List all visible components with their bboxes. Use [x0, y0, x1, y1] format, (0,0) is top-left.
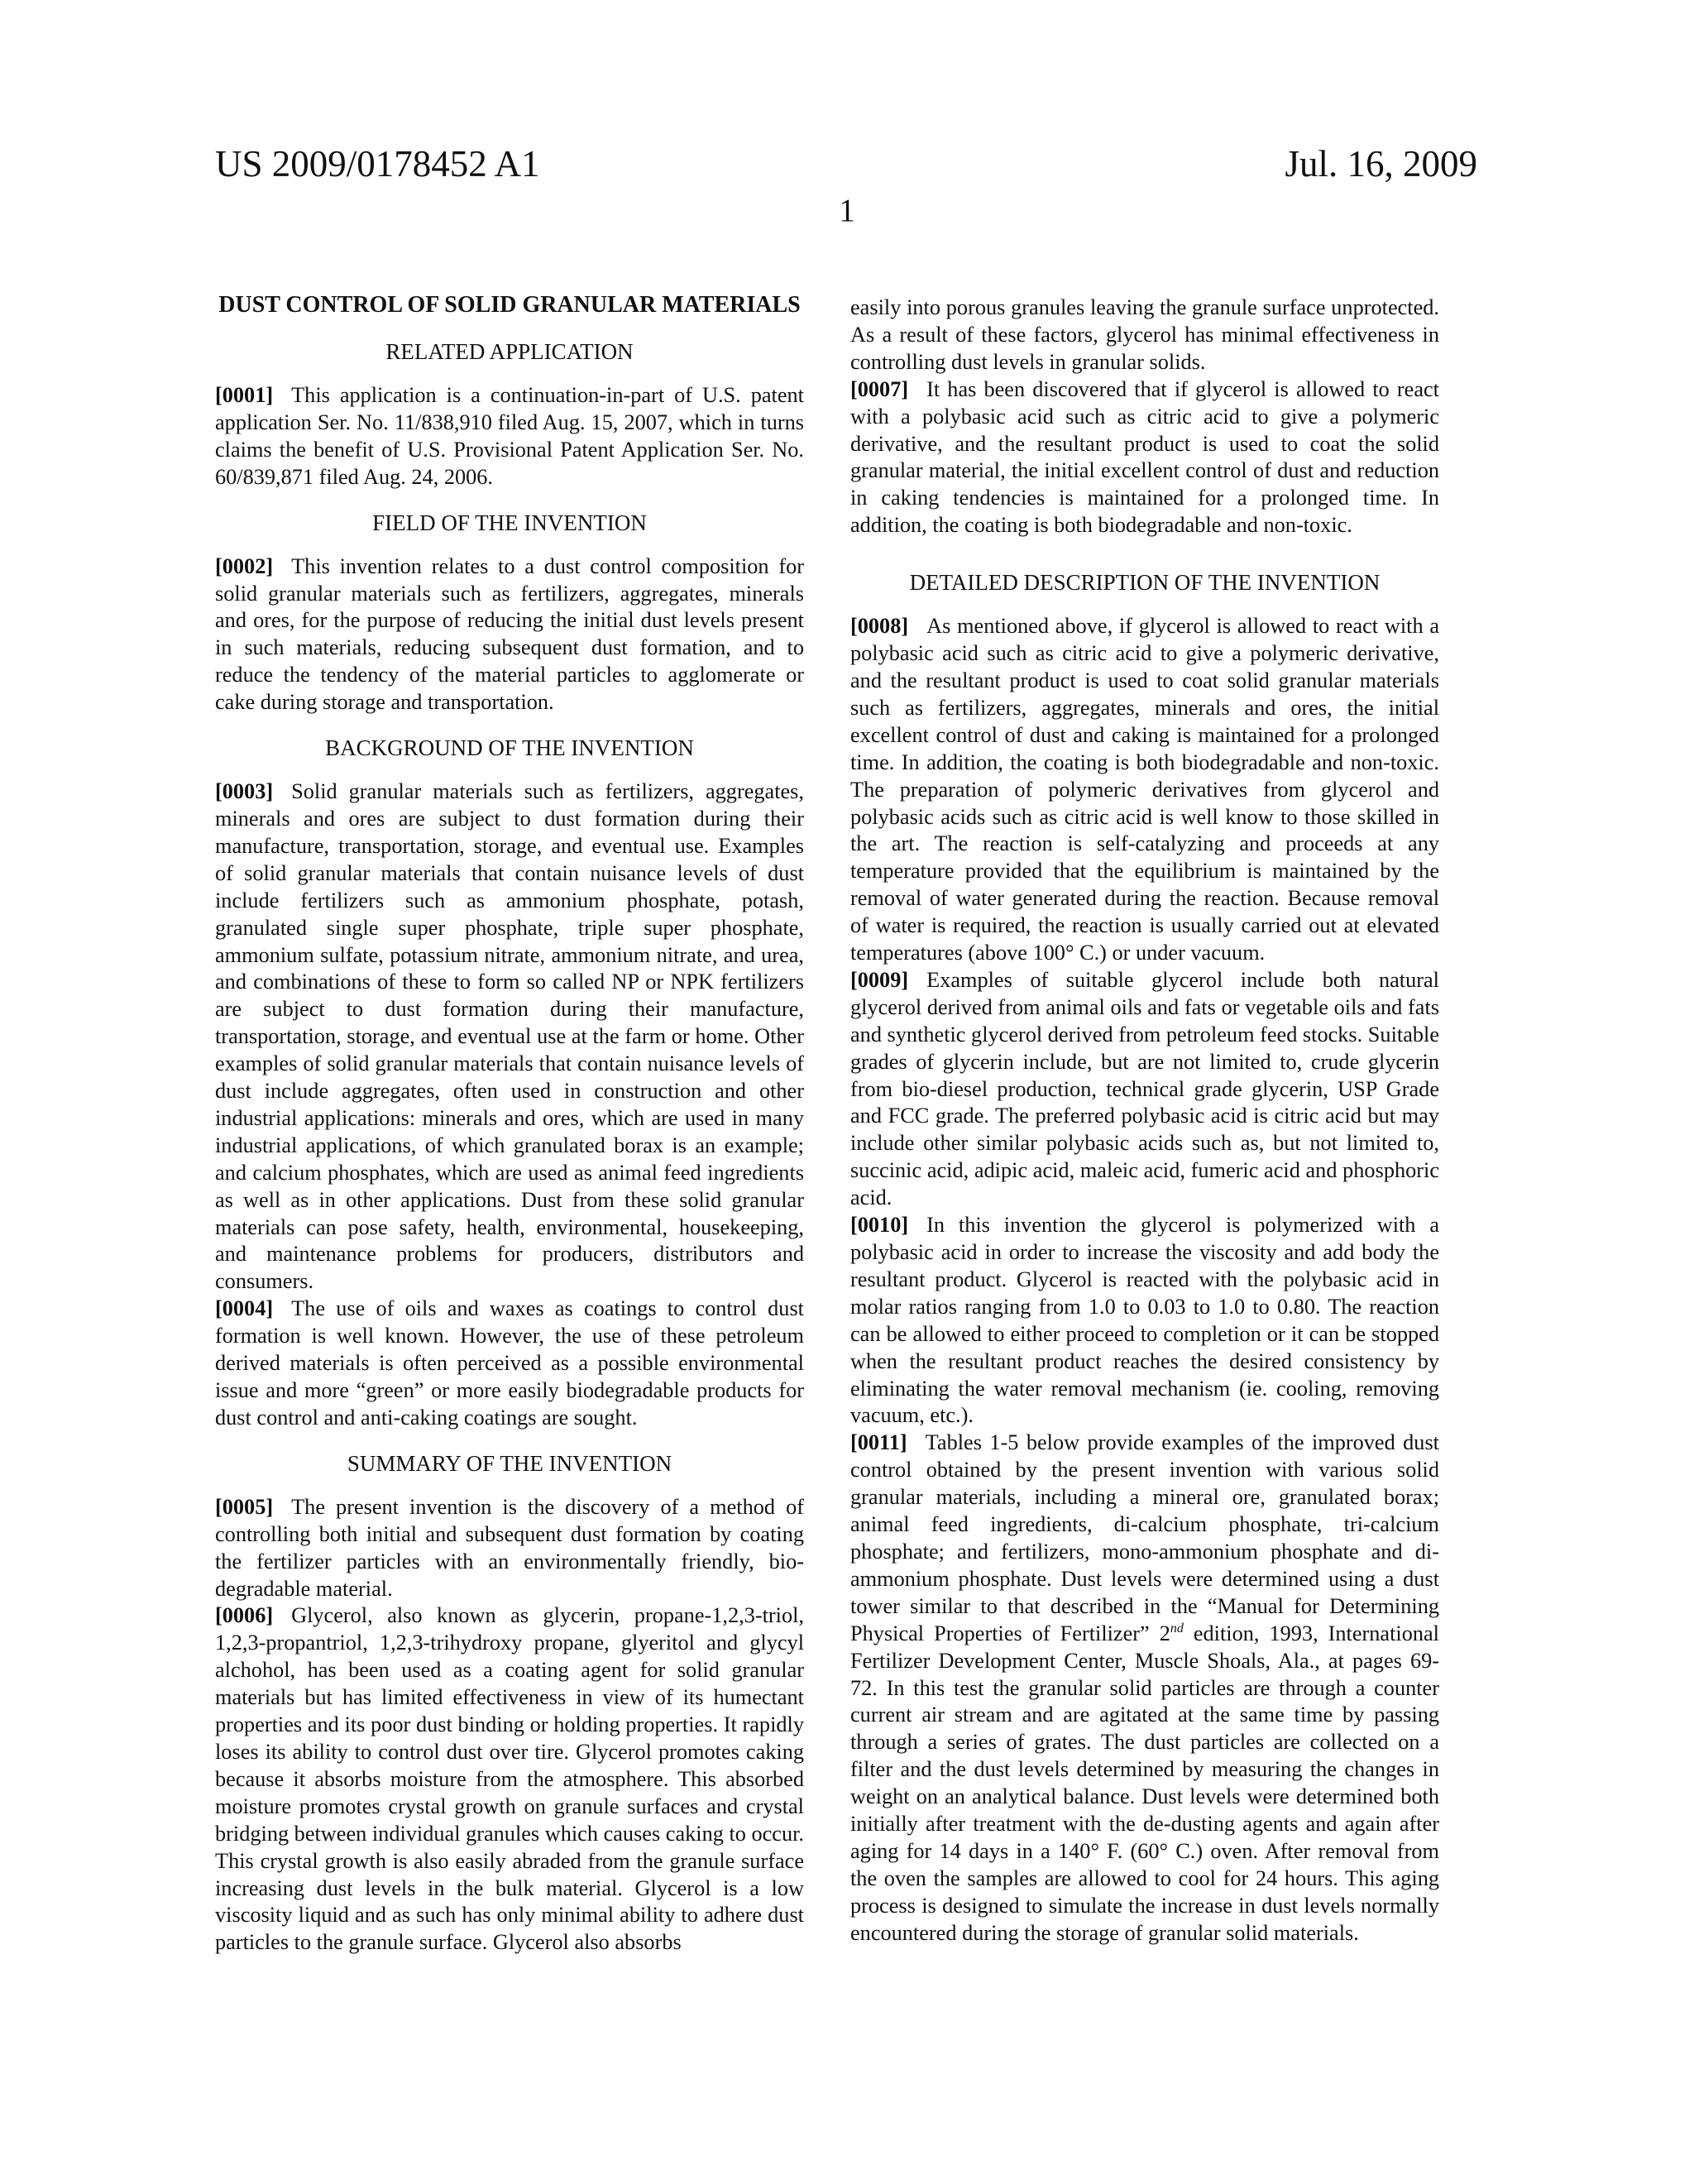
paragraph-number: [0004] — [215, 1296, 274, 1321]
section-heading-detailed-description: DETAILED DESCRIPTION OF THE INVENTION — [909, 570, 1381, 596]
section-heading-background: BACKGROUND OF THE INVENTION — [325, 735, 694, 761]
paragraph-text: In this invention the glycerol is polymerized with a polybasic acid in order to increase the viscosity and add body the resultant product. Glycerol is reacted with the polybasic acid in molar ratios ranging from 1.0 to 0.03 to 1.0 to 0.80. The reaction can be allowed to either proceed to completion or it can be stopped when the resultant product reaches the desired consistency by eliminating the water removal mechanism (ie. cooling, removing vacuum, etc.). — [850, 1213, 1439, 1428]
paragraph-number: [0006] — [215, 1603, 274, 1628]
paragraph-number: [0002] — [215, 553, 274, 578]
paragraph-0006-continued: easily into porous granules leaving the granule surface unprotected. As a result of these factors, glycerol has minimal effectiveness in controlling dust levels in granular solids. — [850, 295, 1439, 374]
publication-number: US 2009/0178452 A1 — [215, 143, 540, 184]
paragraph-number: [0011] — [850, 1430, 907, 1455]
paragraph-0002 — [215, 553, 804, 716]
paragraph-text: This invention relates to a dust control composition for solid granular materials such as fertilizers, aggregates, minerals and ores, for the purpose of reducing the initial dust levels present in such materials, reducing subsequent dust formation, and to reduce the tendency of the material particles to agglomerate or cake during storage and transportation. — [215, 553, 804, 715]
paragraph-0010 — [850, 1212, 1439, 1430]
paragraph-0009 — [850, 967, 1439, 1212]
paragraph-text: Tables 1-5 below provide examples of the improved dust control obtained by the present invention with various solid granular materials, including a mineral ore, granulated borax; animal feed ingredients, di-calcium phosphate, tri-calcium phosphate; and fertilizers, mono-ammonium phosphate and di-ammonium phosphate. Dust levels were determined using a dust tower similar to that described in the “Manual for Determining Physical Properties of Fertilizer” 2 — [850, 1430, 1439, 1645]
section-heading-summary: SUMMARY OF THE INVENTION — [347, 1450, 672, 1476]
section-heading-field: FIELD OF THE INVENTION — [372, 510, 647, 535]
paragraph-0005 — [215, 1494, 804, 1603]
paragraph-text-continued: edition, 1993, International Fertilizer Development Center, Muscle Shoals, Ala., at pages 69-72. In this test the granular solid particles are through a counter current air stream and are agitated at the same time by passing through a series of grates. The dust particles are collected on a filter and the dust levels determined by measuring the changes in weight on an analytical balance. Dust levels were determined both initially after treatment with the de-dusting agents and again after aging for 14 days in a 140° F. (60° C.) oven. After removal from the oven the samples are allowed to cool for 24 hours. This aging process is designed to simulate the increase in dust levels normally encountered during the storage of granular solid materials. — [850, 1621, 1439, 1945]
page-number: 1 — [839, 193, 855, 228]
paragraph-number: [0007] — [850, 376, 909, 401]
paragraph-number: [0010] — [850, 1213, 909, 1238]
page-header — [215, 142, 1477, 192]
publication-date: Jul. 16, 2009 — [1285, 143, 1477, 184]
paragraph-0007 — [850, 376, 1439, 539]
paragraph-0003 — [215, 778, 804, 1296]
paragraph-0011 — [850, 1430, 1439, 1947]
left-column — [215, 291, 804, 1956]
paragraph-0006 — [215, 1602, 804, 1956]
paragraph-0001 — [215, 382, 804, 491]
paragraph-text: Examples of suitable glycerol include both natural glycerol derived from animal oils and fats or vegetable oils and fats and synthetic glycerol derived from petroleum feed stocks. Suitable grades of glycerin include, but are not limited to, crude glycerin from bio-diesel production, technical grade glycerin, USP Grade and FCC grade. The preferred polybasic acid is citric acid but may include other similar polybasic acids such as, but not limited to, succinic acid, adipic acid, maleic acid, fumeric acid and phosphoric acid. — [850, 967, 1439, 1210]
paragraph-text: Solid granular materials such as fertilizers, aggregates, minerals and ores are subject to dust formation during their manufacture, transportation, storage, and eventual use. Examples of solid granular materials that contain nuisance levels of dust include fertilizers such as ammonium phosphate, potash, granulated single super phosphate, triple super phosphate, ammonium sulfate, potassium nitrate, ammonium nitrate, and urea, and combinations of these to form so called NP or NPK fertilizers are subject to dust formation during their manufacture, transportation, storage, and eventual use at the farm or home. Other examples of solid granular materials that contain nuisance levels of dust include aggregates, often used in construction and other industrial applications: minerals and ores, which are used in many industrial applications, of which granulated borax is an example; and calcium phosphates, which are used as animal feed ingredients as well as in other applications. Dust from these solid granular materials can pose safety, health, environmental, housekeeping, and maintenance problems for producers, distributors and consumers. — [215, 779, 804, 1294]
ordinal-suffix: nd — [1170, 1621, 1184, 1636]
paragraph-0004 — [215, 1296, 804, 1432]
paragraph-number: [0001] — [215, 383, 274, 407]
section-heading-related-application: RELATED APPLICATION — [385, 339, 634, 364]
right-column — [850, 295, 1439, 1947]
paragraph-number: [0009] — [850, 967, 909, 992]
document-title: DUST CONTROL OF SOLID GRANULAR MATERIALS — [218, 292, 801, 318]
paragraph-number: [0005] — [215, 1494, 274, 1519]
paragraph-text: The use of oils and waxes as coatings to control dust formation is well known. However, the use of these petroleum derived materials is often perceived as a possible environmental issue and more “green” or more easily biodegradable products for dust control and anti-caking coatings are sought. — [215, 1296, 804, 1430]
paragraph-number: [0008] — [850, 614, 909, 639]
paragraph-text: The present invention is the discovery of a method of controlling both initial and subsequent dust formation by coating the fertilizer particles with an environmentally friendly, bio-degradable material. — [215, 1494, 804, 1601]
paragraph-0008 — [850, 613, 1439, 967]
paragraph-text: It has been discovered that if glycerol is allowed to react with a polybasic acid such as citric acid to give a polymeric derivative, and the resultant product is used to coat the solid granular material, the initial excellent control of dust and reduction in caking tendencies is maintained for a prolonged time. In addition, the coating is both biodegradable and non-toxic. — [850, 376, 1439, 538]
paragraph-text: As mentioned above, if glycerol is allowed to react with a polybasic acid such as citric acid to give a polymeric derivative, and the resultant product is used to coat solid granular materials such as fertilizers, aggregates, minerals and ores, the initial excellent control of dust and caking is maintained for a prolonged time. In addition, the coating is both biodegradable and non-toxic. The preparation of polymeric derivatives from glycerol and polybasic acids such as citric acid is well know to those skilled in the art. The reaction is self-catalyzing and proceeds at any temperature provided that the equilibrium is maintained by the removal of water generated during the reaction. Because removal of water is required, the reaction is usually carried out at elevated temperatures (above 100° C.) or under vacuum. — [850, 614, 1439, 965]
paragraph-text: Glycerol, also known as glycerin, propane-1,2,3-triol, 1,2,3-propantriol, 1,2,3-trihydroxy propane, glyeritol and glycyl alchohol, has been used as a coating agent for solid granular materials but has limited effectiveness in view of its humectant properties and its poor dust binding or holding properties. It rapidly loses its ability to control dust over tire. Glycerol promotes caking because it absorbs moisture from the atmosphere. This absorbed moisture promotes crystal growth on granule surfaces and crystal bridging between individual granules which causes caking to occur. This crystal growth is also easily abraded from the granule surface increasing dust levels in the bulk material. Glycerol is a low viscosity liquid and as such has only minimal ability to adhere dust particles to the granule surface. Glycerol also absorbs — [215, 1603, 805, 1955]
paragraph-text: This application is a continuation-in-part of U.S. patent application Ser. No. 11/838,910 filed Aug. 15, 2007, which in turns claims the benefit of U.S. Provisional Patent Application Ser. No. 60/839,871 filed Aug. 24, 2006. — [215, 383, 804, 489]
paragraph-number: [0003] — [215, 779, 274, 804]
